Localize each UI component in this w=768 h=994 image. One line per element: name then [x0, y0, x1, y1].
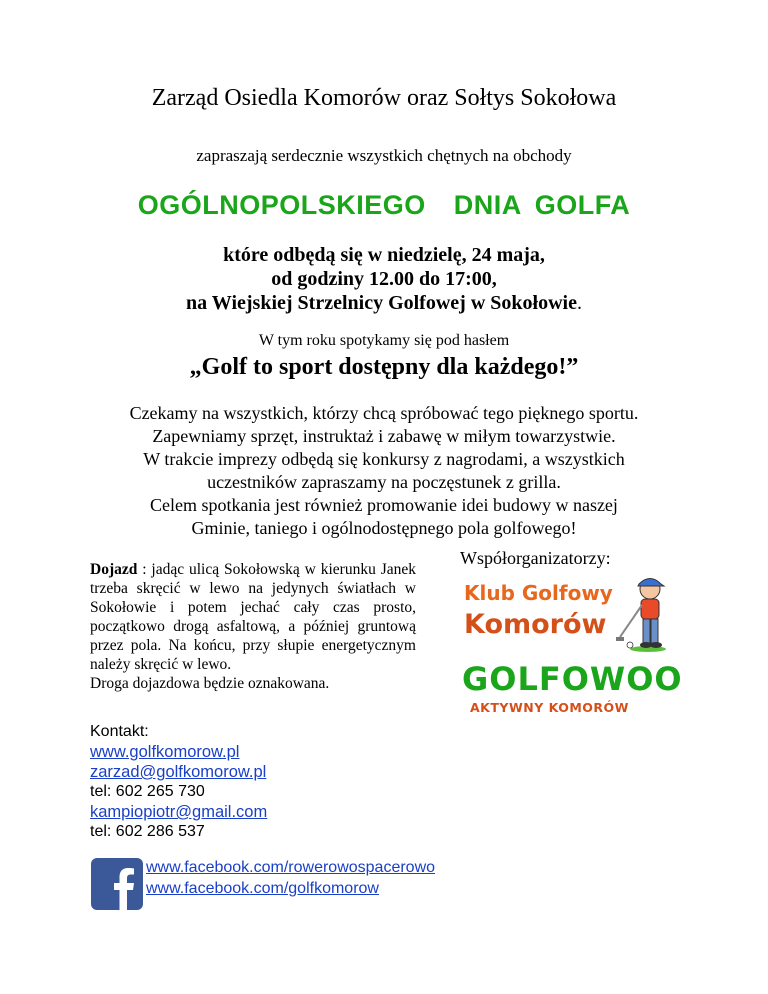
aktywny-komorow-logo: AKTYWNY KOMORÓW	[470, 700, 629, 715]
details-date: które odbędą się w niedzielę, 24 maja,	[223, 244, 545, 266]
details-place	[0, 291, 768, 315]
klub-golfowy-logo	[458, 575, 676, 653]
body-line: Zapewniamy sprzęt, instruktaż i zabawę w miłym towarzystwie.	[152, 426, 616, 446]
motto-intro: W tym roku spotykamy się pod hasłem	[258, 332, 510, 349]
body-text	[0, 402, 768, 540]
email-link-zarzad[interactable]: zarzad@golfkomorow.pl	[90, 763, 267, 781]
email-link-kampiopiotr[interactable]: kampiopiotr@gmail.com	[90, 803, 268, 821]
body-line: W trakcie imprezy odbędą się konkursy z nagrodami, a wszystkich	[143, 449, 625, 469]
golfowoo-logo: GOLFOWOO	[462, 660, 683, 698]
social-links	[146, 857, 435, 899]
body-line: Celem spotkania jest również promowanie idei budowy w naszej	[150, 495, 618, 515]
page-heading: Zarząd Osiedla Komorów oraz Sołtys Sokołowa	[151, 85, 617, 111]
facebook-icon	[91, 858, 143, 910]
facebook-link-rowerowospacerowo[interactable]: www.facebook.com/rowerowospacerowo	[146, 859, 436, 876]
directions-label: Dojazd	[90, 561, 138, 578]
klub-logo-line2: Komorów	[464, 609, 607, 640]
golfer-illustration-icon	[608, 575, 676, 653]
details-place-text: na Wiejskiej Strzelnicy Golfowej w Sokołowie	[186, 292, 577, 314]
klub-logo-line1: Klub Golfowy	[464, 581, 613, 605]
directions-text: : jadąc ulicą Sokołowską w kierunku Janek trzeba skręcić w lewo na jedynych światłach w Sokołowie i potem jechać cały czas prosto, początkowo drogą asfaltową, a później gruntową przez pola. Na końcu, przy słupie energetycznym należy skręcić w lewo.	[90, 561, 416, 673]
website-link[interactable]: www.golfkomorow.pl	[90, 743, 240, 761]
invite-line: zapraszają serdecznie wszystkich chętnych na obchody	[196, 146, 572, 165]
event-title: OGÓLNOPOLSKIEGO DNIA GOLFA	[137, 190, 631, 220]
motto: „Golf to sport dostępny dla każdego!”	[189, 354, 579, 380]
contact-block	[90, 722, 267, 842]
coorganizers-label: Współorganizatorzy:	[460, 548, 611, 568]
phone-2: tel: 602 286 537	[90, 823, 205, 840]
event-details	[0, 243, 768, 315]
facebook-link-golfkomorow[interactable]: www.facebook.com/golfkomorow	[146, 880, 379, 897]
body-line: uczestników zapraszamy na poczęstunek z grilla.	[207, 472, 561, 492]
body-line: Czekamy na wszystkich, którzy chcą spróbować tego pięknego sportu.	[129, 403, 639, 423]
phone-1: tel: 602 265 730	[90, 783, 205, 800]
directions	[90, 560, 416, 693]
directions-last-line: Droga dojazdowa będzie oznakowana.	[90, 675, 330, 692]
contact-label: Kontakt:	[90, 723, 149, 740]
details-place-period: .	[576, 292, 582, 314]
details-time: od godziny 12.00 do 17:00,	[271, 268, 497, 290]
body-line: Gminie, taniego i ogólnodostępnego pola golfowego!	[191, 518, 577, 538]
